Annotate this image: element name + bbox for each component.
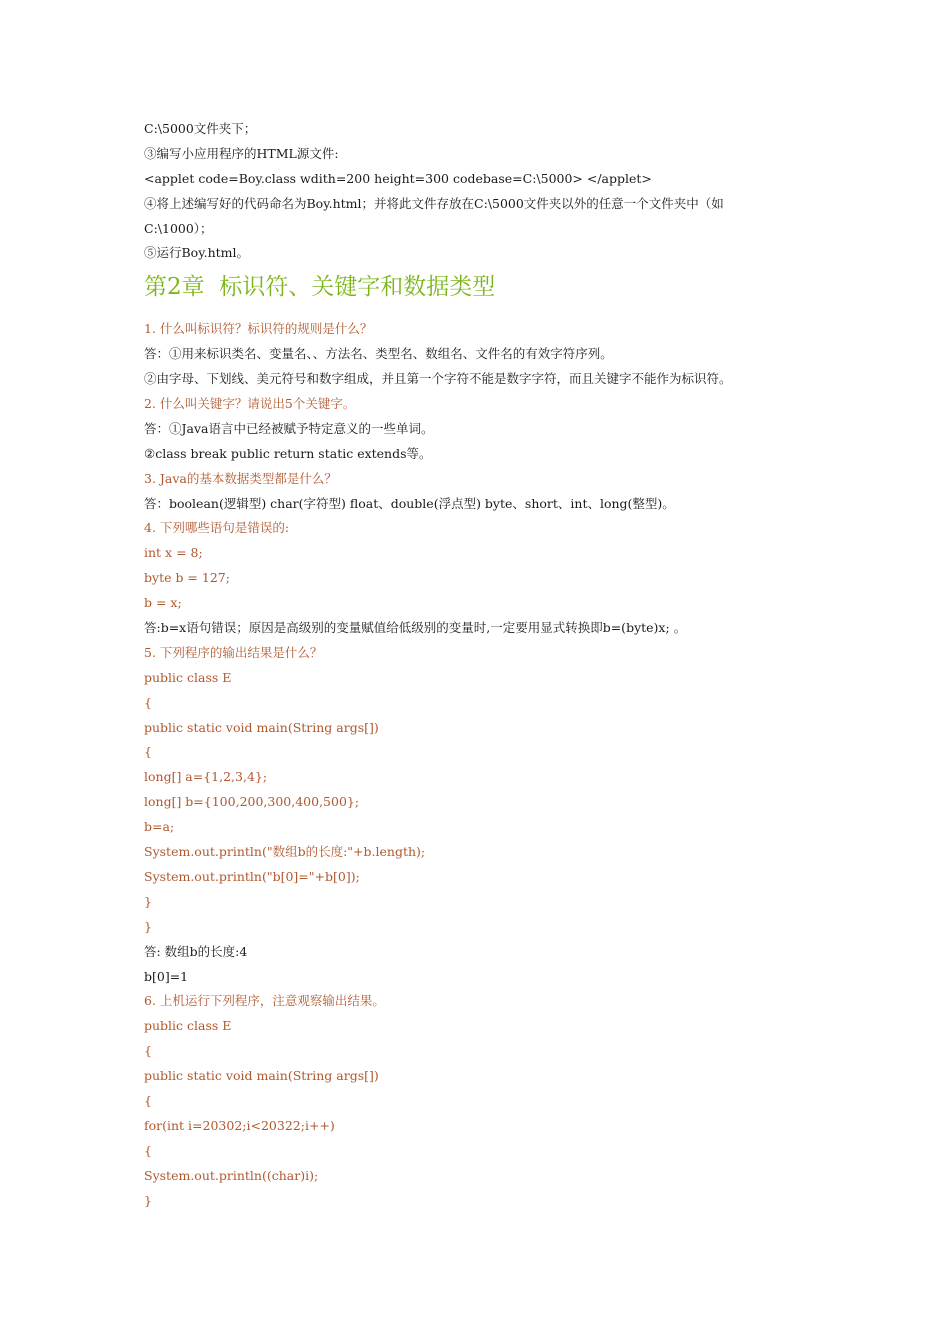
intro-line: ③编写小应用程序的HTML源文件: [144, 145, 339, 161]
code-line: System.out.println((char)i); [144, 1167, 319, 1183]
code-line: { [144, 694, 152, 710]
code-line: } [144, 918, 152, 934]
answer-line: 答：①Java语言中已经被赋予特定意义的一些单词。 [144, 420, 434, 436]
chapter-heading: 第2章 标识符、关键字和数据类型 [144, 274, 496, 301]
question-line: 4. 下列哪些语句是错误的: [144, 520, 290, 536]
code-line: { [144, 1043, 152, 1059]
code-line: public static void main(String args[]) [144, 1068, 379, 1084]
code-line: public static void main(String args[]) [144, 719, 379, 735]
intro-line: <applet code=Boy.class wdith=200 height=300 codebase=C:\5000> </applet> [144, 170, 652, 186]
intro-line: C:\5000文件夹下； [144, 121, 257, 136]
code-line: b = x; [144, 595, 182, 611]
intro-line: ⑤运行Boy.html。 [144, 245, 250, 261]
code-line: System.out.println("b[0]="+b[0]); [144, 868, 360, 884]
question-line: 2. 什么叫关键字？请说出5个关键字。 [144, 396, 356, 412]
code-line: byte b = 127; [144, 570, 230, 586]
code-line: } [144, 893, 152, 909]
answer-line: ②class break public return static extends等。 [144, 445, 432, 461]
question-line: 5. 下列程序的输出结果是什么？ [144, 644, 323, 660]
answer-line: 答: 数组b的长度:4 [144, 943, 248, 959]
answer-line: b[0]=1 [144, 968, 189, 984]
qa-section [144, 317, 824, 1213]
code-line: public class E [144, 669, 232, 685]
answer-line: 答：①用来标识类名、变量名、、方法名、类型名、数组名、文件名的有效字符序列。 [144, 346, 613, 362]
document-content [144, 117, 824, 1213]
question-line: 1. 什么叫标识符？标识符的规则是什么？ [144, 321, 373, 337]
intro-section [144, 117, 824, 266]
code-line: { [144, 744, 152, 760]
intro-line: ④将上述编写好的代码命名为Boy.html；并将此文件存放在C:\5000文件夹以外的任意一个文件夹中（如 [144, 195, 724, 211]
code-line: { [144, 1142, 152, 1158]
code-line: System.out.println("数组b的长度:"+b.length); [144, 844, 426, 860]
question-line: 6. 上机运行下列程序，注意观察输出结果。 [144, 993, 385, 1009]
question-line: 3. Java的基本数据类型都是什么？ [144, 470, 337, 486]
answer-line: 答:b=x语句错误；原因是高级别的变量赋值给低级别的变量时,一定要用显式转换即b=(byte)x; 。 [144, 620, 687, 636]
code-line: public class E [144, 1018, 232, 1034]
answer-line: 答：boolean(逻辑型) char(字符型) float、double(浮点型) byte、short、int、long(整型)。 [144, 495, 675, 511]
code-line: { [144, 1092, 152, 1108]
code-line: b=a; [144, 819, 175, 835]
answer-line: ②由字母、下划线、美元符号和数字组成，并且第一个字符不能是数字字符，而且关键字不能作为标识符。 [144, 371, 732, 387]
code-line: } [144, 1192, 152, 1208]
code-line: for(int i=20302;i<20322;i++) [144, 1117, 335, 1133]
code-line: long[] a={1,2,3,4}; [144, 769, 268, 785]
intro-line: C:\1000）； [144, 220, 213, 236]
code-line: long[] b={100,200,300,400,500}; [144, 794, 360, 810]
code-line: int x = 8; [144, 545, 203, 561]
